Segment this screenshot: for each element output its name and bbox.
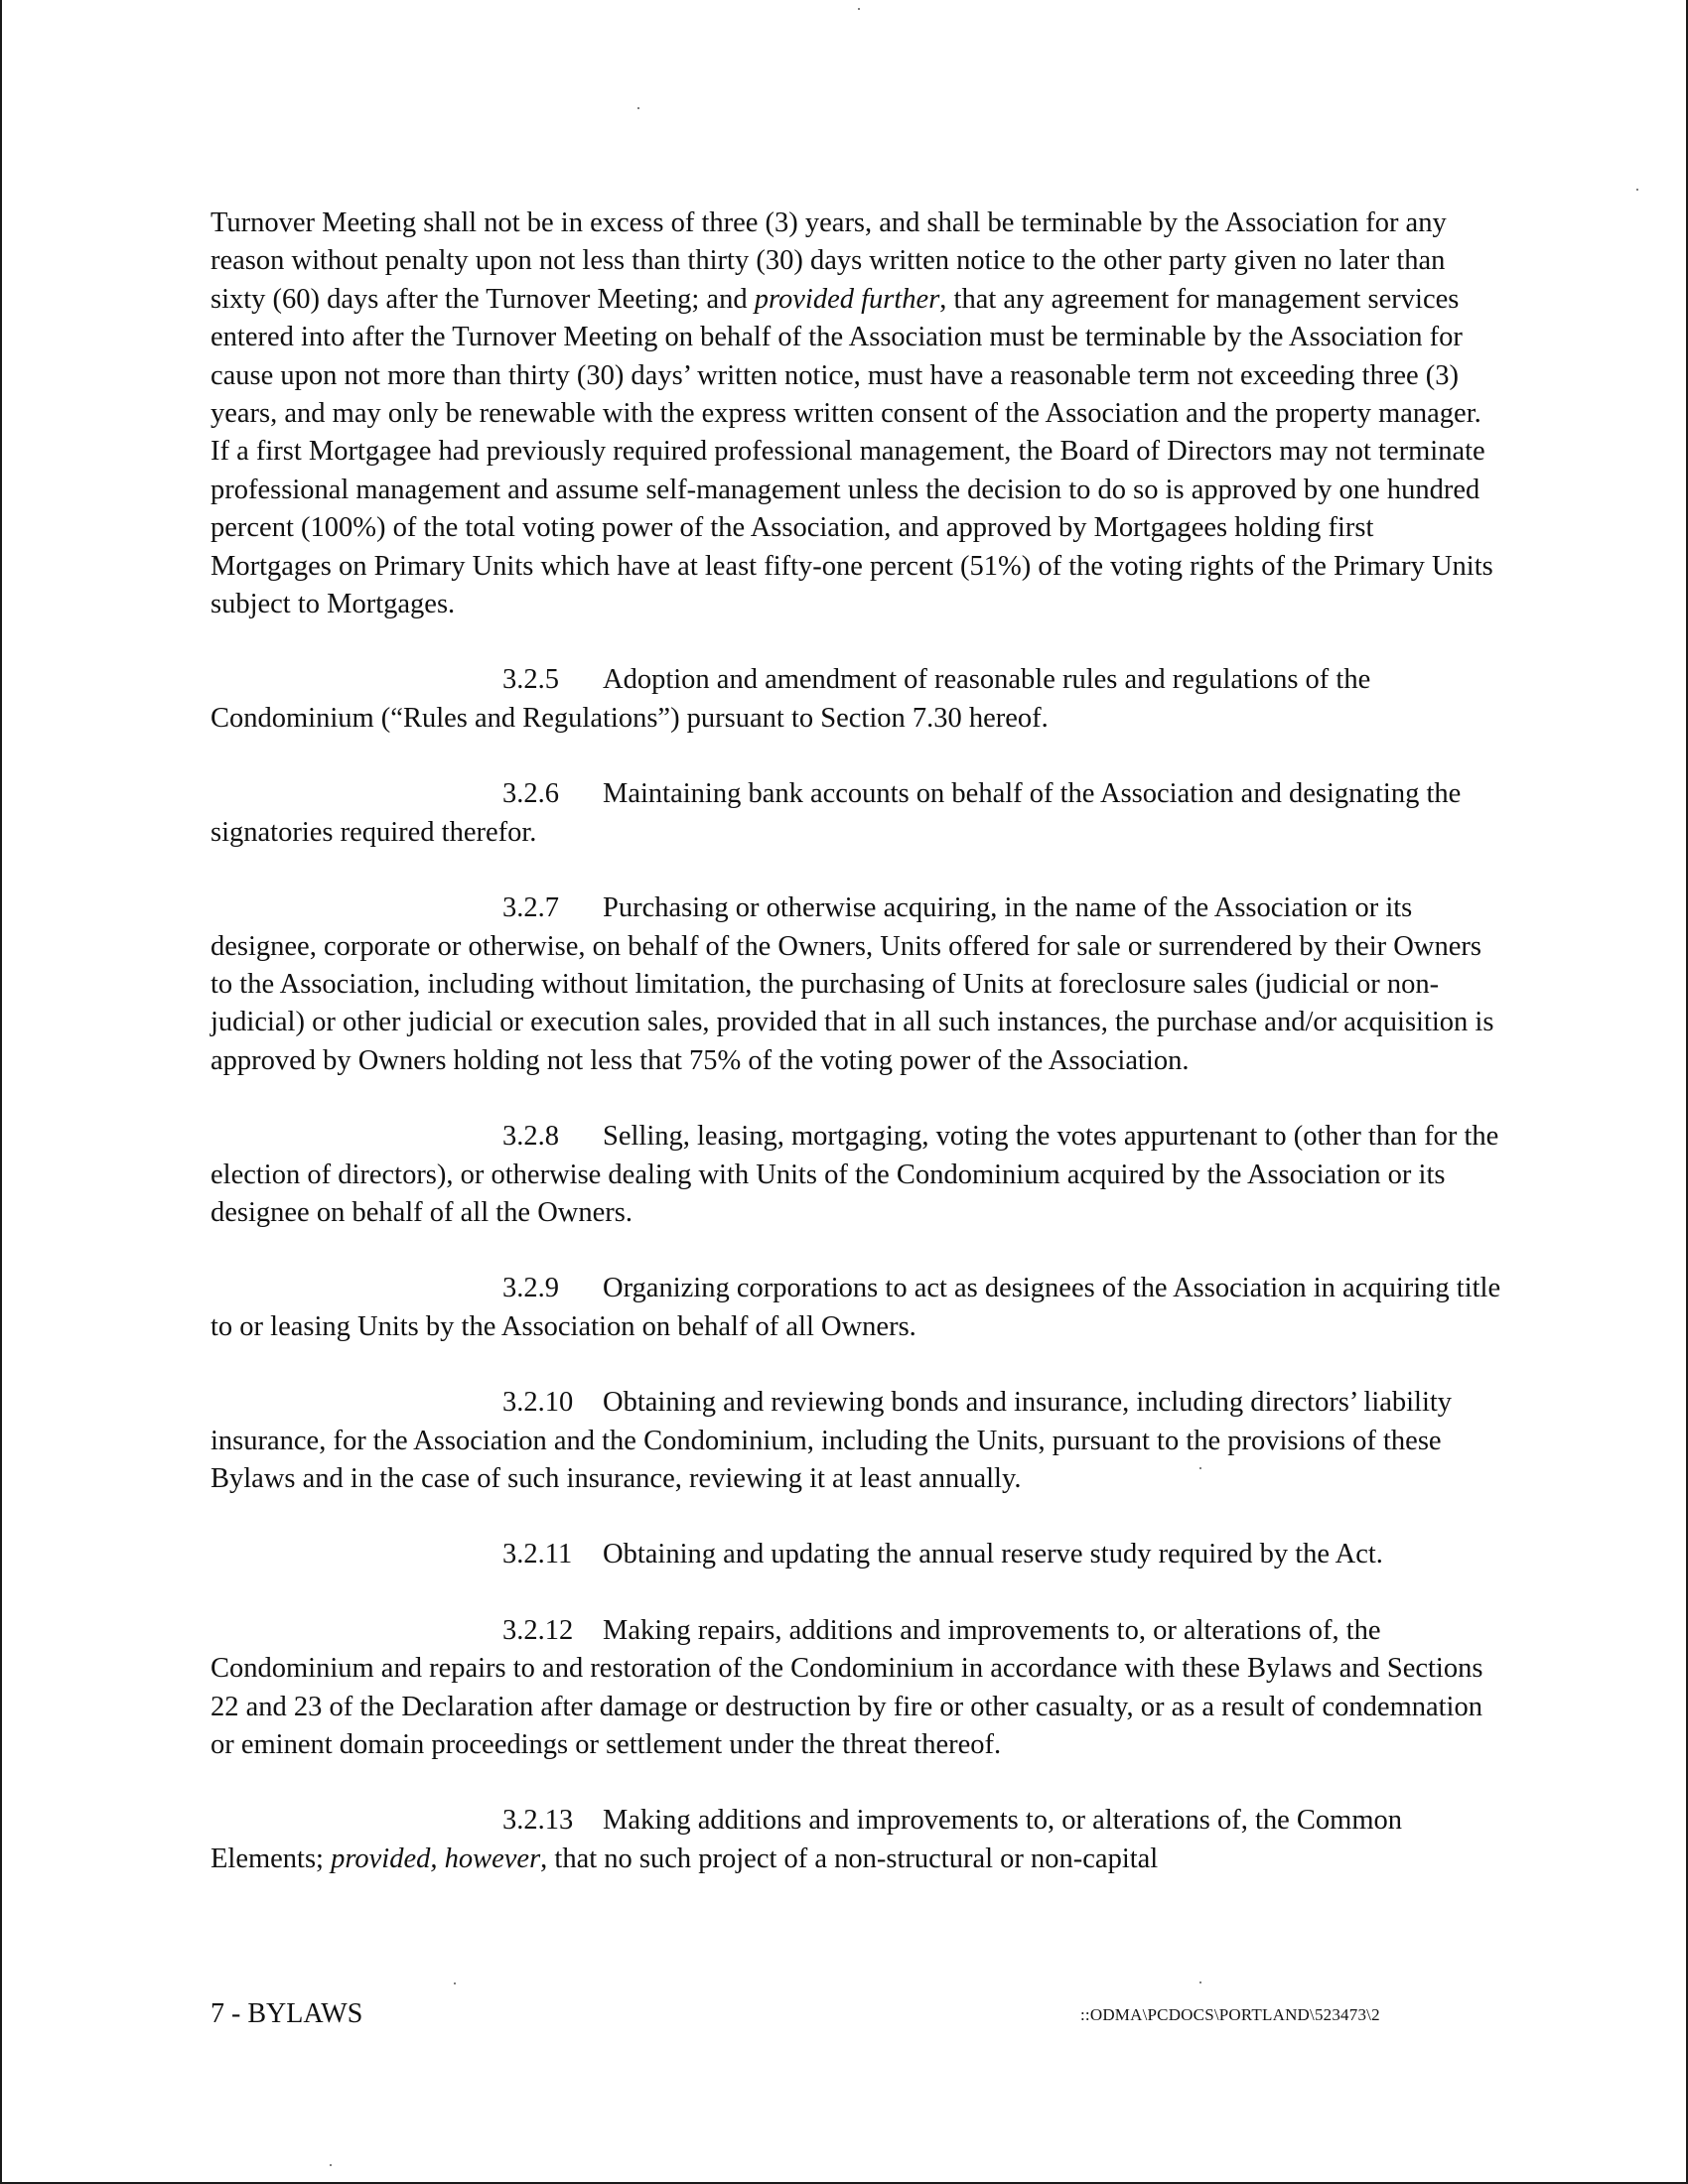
section-number: 3.2.5 (502, 664, 559, 696)
italic-text-run: provided further (754, 283, 940, 315)
section-3-2-6 (211, 775, 1501, 852)
text-run: Making repairs, additions and improvements to, or alterations of, the Condominium and repairs to and restoration of the Condominium in accordance with these Bylaws and Sections 22 and 23 of the Declaration after damage or destruction by fire or other casualty, or as a result of condemnation or eminent domain proceedings or settlement under the threat thereof. (211, 1614, 1483, 1760)
text-run: Obtaining and updating the annual reserve study required by the Act. (603, 1539, 1383, 1570)
text-run: Obtaining and reviewing bonds and insurance, including directors’ liability insurance, for the Association and the Condominium, including the Units, pursuant to the provisions of these Bylaws and in the case of such insurance, reviewing it at least annually. (211, 1387, 1453, 1494)
section-3-2-12 (211, 1612, 1501, 1765)
section-number: 3.2.13 (502, 1805, 574, 1837)
body-text (211, 205, 1501, 1916)
section-3-2-9 (211, 1270, 1501, 1346)
text-run: Purchasing or otherwise acquiring, in the name of the Association or its designee, corporate or otherwise, on behalf of the Owners, Units offered for sale or surrendered by their Owners to the Association, including without limitation, the purchasing of Units at foreclosure sales (judicial or non-judicial) or other judicial or execution sales, provided that in all such instances, the purchase and/or acquisition is approved by Owners holding not less that 75% of the voting power of the Association. (211, 892, 1494, 1076)
section-3-2-10 (211, 1384, 1501, 1498)
section-3-2-11 (211, 1536, 1501, 1573)
scan-speck (1199, 1467, 1201, 1469)
section-number: 3.2.12 (502, 1614, 574, 1646)
paragraph-continuation (211, 205, 1501, 623)
scan-speck (330, 2164, 332, 2166)
text-run: , that no such project of a non-structural or non-capital (540, 1843, 1159, 1874)
text-run: , that any agreement for management services entered into after the Turnover Meeting on behalf of the Association must be terminable by the Association for cause upon not more than thirty (30) days’ written notice, must have a reasonable term not exceeding three (3) years, and may only be renewable with the express written consent of the Association and the property manager. If a first Mortgagee had previously required professional management, the Board of Directors may not terminate professional management and assume self-management unless the decision to do so is approved by one hundred percent (100%) of the total voting power of the Association, and approved by Mortgagees holding first Mortgages on Primary Units which have at least fifty-one percent (51%) of the voting rights of the Primary Units subject to Mortgages. (211, 283, 1493, 620)
section-3-2-13 (211, 1802, 1501, 1878)
text-run: Organizing corporations to act as designees of the Association in acquiring title to or leasing Units by the Association on behalf of all Owners. (211, 1273, 1501, 1342)
text-run: Maintaining bank accounts on behalf of the Association and designating the signatories required therefor. (211, 778, 1462, 848)
section-number: 3.2.6 (502, 778, 559, 810)
scan-speck (637, 107, 639, 109)
section-number: 3.2.10 (502, 1387, 574, 1419)
section-3-2-8 (211, 1118, 1501, 1232)
text-run: Selling, leasing, mortgaging, voting the votes appurtenant to (other than for the election of directors), or otherwise dealing with Units of the Condominium acquired by the Association or its designee on behalf of all the Owners. (211, 1121, 1499, 1228)
footer-page-label: 7 - BYLAWS (211, 1998, 363, 2029)
text-run: Adoption and amendment of reasonable rules and regulations of the Condominium (“Rules and Regulations”) pursuant to Section 7.30 hereof. (211, 664, 1371, 734)
text-run: Turnover Meeting shall not be in excess of three (3) years, and shall be terminable by the Association for any reason without penalty upon not less than thirty (30) days written notice to the other party given no later than sixty (60) days after the Turnover Meeting; and (211, 207, 1447, 315)
section-number: 3.2.9 (502, 1273, 559, 1304)
footer-document-path: ::ODMA\PCDOCS\PORTLAND\523473\2 (1080, 2005, 1380, 2024)
section-number: 3.2.8 (502, 1121, 559, 1153)
section-3-2-7 (211, 889, 1501, 1080)
section-number: 3.2.11 (502, 1539, 573, 1570)
text-run: Making additions and improvements to, or alterations of, the Common Elements; (211, 1805, 1402, 1874)
scan-speck (454, 1982, 456, 1984)
scan-speck (1199, 1981, 1201, 1983)
scan-speck (858, 8, 860, 10)
scan-speck (1636, 189, 1638, 191)
section-number: 3.2.7 (502, 892, 559, 924)
italic-text-run: provided, however (331, 1843, 541, 1874)
section-3-2-5 (211, 661, 1501, 738)
